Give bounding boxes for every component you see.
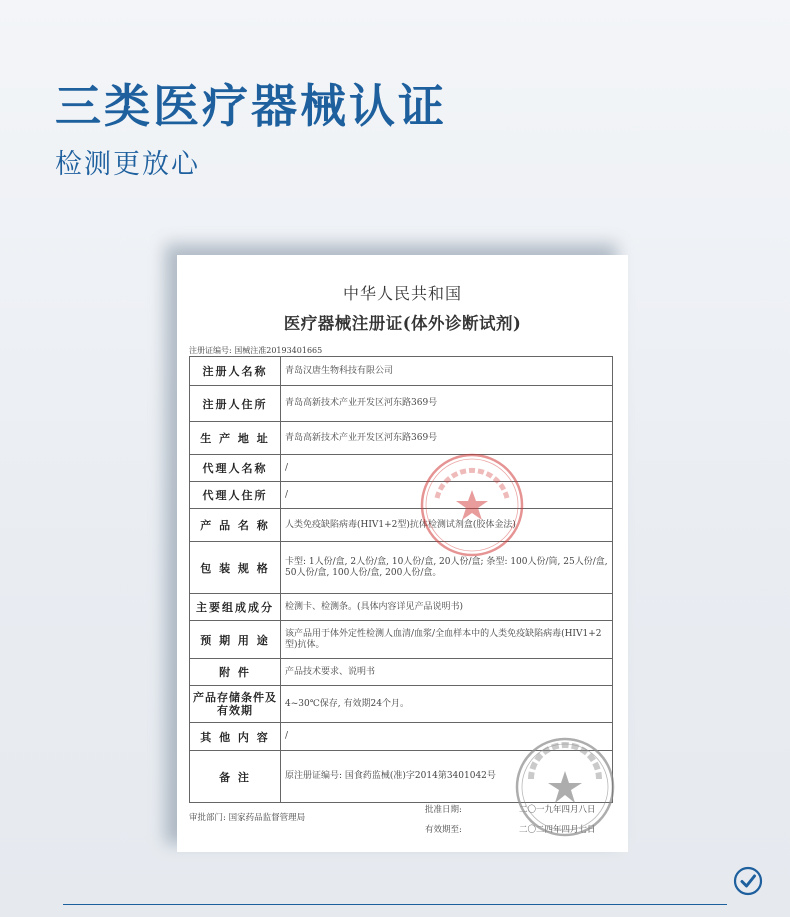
table-row — [190, 482, 613, 509]
row-label: 注册人名称 — [190, 357, 281, 386]
row-label: 注册人住所 — [190, 386, 281, 422]
row-value: 青岛高新技术产业开发区河东路369号 — [281, 422, 613, 455]
row-label: 备 注 — [190, 751, 281, 803]
company-seal-stamp — [417, 450, 527, 560]
table-row — [190, 422, 613, 455]
row-value: 青岛高新技术产业开发区河东路369号 — [281, 386, 613, 422]
row-value: 青岛汉唐生物科技有限公司 — [281, 357, 613, 386]
row-label: 产品存储条件及有效期 — [190, 686, 281, 723]
row-value: / — [281, 455, 613, 482]
check-circle-icon — [733, 866, 763, 896]
table-row — [190, 542, 613, 594]
row-label: 包 装 规 格 — [190, 542, 281, 594]
row-label: 主要组成成分 — [190, 594, 281, 621]
authority-seal-stamp — [513, 735, 617, 839]
row-value: / — [281, 723, 613, 751]
row-label: 预 期 用 途 — [190, 621, 281, 659]
expiry-date-label: 有效期至: — [425, 825, 462, 835]
approval-date-label: 批准日期: — [425, 805, 462, 815]
row-value: 该产品用于体外定性检测人血清/血浆/全血样本中的人类免疫缺陷病毒(HIV1+2型)抗体。 — [281, 621, 613, 659]
table-row — [190, 686, 613, 723]
approval-department: 审批部门: 国家药品监督管理局 — [189, 813, 306, 823]
table-row — [190, 594, 613, 621]
table-row — [190, 386, 613, 422]
table-row — [190, 509, 613, 542]
table-row — [190, 357, 613, 386]
table-row — [190, 621, 613, 659]
row-value: 检测卡、检测条。(具体内容详见产品说明书) — [281, 594, 613, 621]
footer-divider — [63, 904, 727, 905]
row-label: 其 他 内 容 — [190, 723, 281, 751]
row-label: 代理人名称 — [190, 455, 281, 482]
certificate-country: 中华人民共和国 — [342, 284, 462, 303]
table-row — [190, 659, 613, 686]
row-value: 人类免疫缺陷病毒(HIV1+2型)抗体检测试剂盒(胶体金法) — [281, 509, 613, 542]
row-value: / — [281, 482, 613, 509]
expiry-date: 二〇二四年四月七日 — [519, 825, 596, 835]
row-label: 生 产 地 址 — [190, 422, 281, 455]
certificate-title: 医疗器械注册证(体外诊断试剂) — [283, 314, 522, 333]
row-value: 4~30℃保存, 有效期24个月。 — [281, 686, 613, 723]
certificate-image — [177, 255, 628, 852]
table-row — [190, 455, 613, 482]
row-label: 产 品 名 称 — [190, 509, 281, 542]
page-title: 三类医疗器械认证 — [55, 79, 447, 133]
row-value: 卡型: 1人份/盒, 2人份/盒, 10人份/盒, 20人份/盒; 条型: 100人份/筒, 25人份/盒, 50人份/盒, 100人份/盒, 200人份/盒。 — [281, 542, 613, 594]
row-value: 原注册证编号: 国食药监械(准)字2014第3401042号 — [281, 751, 613, 803]
registration-number: 注册证编号: 国械注准20193401665 — [189, 346, 323, 355]
row-value: 产品技术要求、说明书 — [281, 659, 613, 686]
row-label: 代理人住所 — [190, 482, 281, 509]
approval-date: 二〇一九年四月八日 — [519, 805, 596, 815]
row-label: 附 件 — [190, 659, 281, 686]
page-subtitle: 检测更放心 — [55, 149, 200, 180]
